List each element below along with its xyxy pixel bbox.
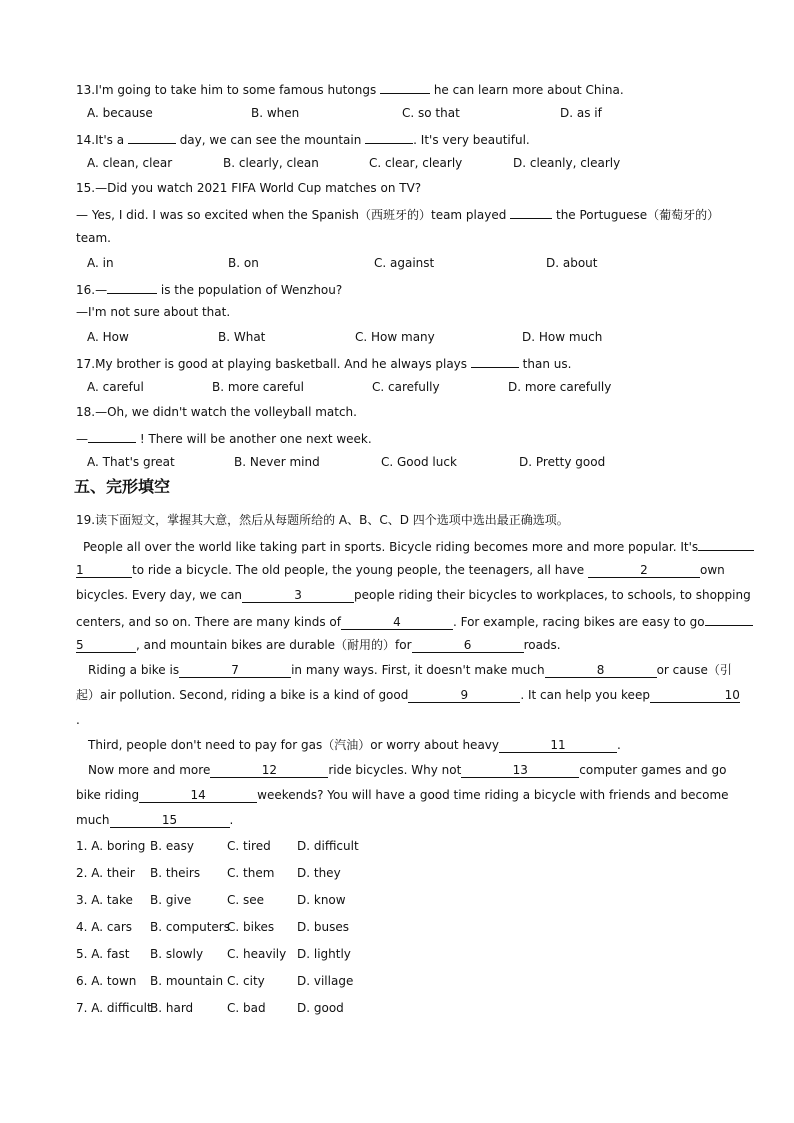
blank-2: 2 xyxy=(588,564,700,578)
blank-10: 10 xyxy=(650,689,740,703)
q16-option-c: C. How many xyxy=(355,330,435,344)
passage-line: bike riding 14 weekends? You will have a good time riding a bicycle with friends and become xyxy=(76,788,729,802)
q14-option-a: A. clean, clear xyxy=(87,156,173,170)
section-title: 五、完形填空 xyxy=(74,477,171,496)
answer-blank xyxy=(471,354,519,368)
q17-option-c: C. carefully xyxy=(372,380,440,394)
question-15-answer: — Yes, I did. I was so excited when the Spanish（西班牙的）team played the Portuguese（葡萄牙的） xyxy=(76,205,719,223)
answer-blank xyxy=(365,130,413,144)
answer-blank xyxy=(698,537,754,551)
question-13: 13.I'm going to take him to some famous hutongs he can learn more about China. xyxy=(76,80,624,98)
q17-option-b: B. more careful xyxy=(212,380,304,394)
passage-line: Third, people don't need to pay for gas（汽油）or worry about heavy 11 . xyxy=(88,738,621,752)
question-16-reply: —I'm not sure about that. xyxy=(76,305,231,319)
blank-1: 1 xyxy=(76,564,132,578)
question-17: 17.My brother is good at playing basketball. And he always plays than us. xyxy=(76,354,571,372)
q14-option-b: B. clearly, clean xyxy=(223,156,319,170)
q18-option-a: A. That's great xyxy=(87,455,175,469)
passage-line: Now more and more 12 ride bicycles. Why not 13 computer games and go xyxy=(88,763,727,777)
q16-option-d: D. How much xyxy=(522,330,603,344)
q14-option-c: C. clear, clearly xyxy=(369,156,463,170)
blank-7: 7 xyxy=(179,664,291,678)
q13-option-b: B. when xyxy=(251,106,300,120)
blank-6: 6 xyxy=(412,639,524,653)
blank-15: 15 xyxy=(110,814,230,828)
q15-option-b: B. on xyxy=(228,256,259,270)
answer-blank xyxy=(88,429,136,443)
blank-12: 12 xyxy=(210,764,328,778)
q13-option-a: A. because xyxy=(87,106,153,120)
passage-line: 起）air pollution. Second, riding a bike is a kind of good 9 . It can help you keep 10 xyxy=(76,688,740,702)
q16-option-a: A. How xyxy=(87,330,129,344)
q15-option-a: A. in xyxy=(87,256,114,270)
blank-11: 11 xyxy=(499,739,617,753)
question-16: 16.— is the population of Wenzhou? xyxy=(76,280,342,298)
answer-blank xyxy=(510,205,552,219)
q17-option-a: A. careful xyxy=(87,380,144,394)
question-14: 14.It's a day, we can see the mountain . It's very beautiful. xyxy=(76,130,530,148)
q16-option-b: B. What xyxy=(218,330,266,344)
passage-line: much 15 . xyxy=(76,813,234,827)
passage-line: centers, and so on. There are many kinds of 4 . For example, racing bikes are easy to go xyxy=(76,612,753,630)
blank-9: 9 xyxy=(408,689,520,703)
passage-line: Riding a bike is 7 in many ways. First, it doesn't make much 8 or cause（引 xyxy=(88,663,732,677)
blank-4: 4 xyxy=(341,616,453,630)
q15-option-c: C. against xyxy=(374,256,435,270)
question-18-reply: — ! There will be another one next week. xyxy=(76,429,372,447)
q14-option-d: D. cleanly, clearly xyxy=(513,156,621,170)
question-15-end: team. xyxy=(76,231,111,245)
q15-option-d: D. about xyxy=(546,256,598,270)
q17-option-d: D. more carefully xyxy=(508,380,612,394)
answer-blank xyxy=(107,280,157,294)
answer-blank xyxy=(705,612,753,626)
blank-14: 14 xyxy=(139,789,257,803)
passage-line: . xyxy=(76,713,80,727)
question-19-instructions: 19.读下面短文，掌握其大意，然后从每题所给的 A、B、C、D 四个选项中选出最正确选项。 xyxy=(76,513,569,527)
answer-blank xyxy=(128,130,176,144)
passage-line: People all over the world like taking part in sports. Bicycle riding becomes more and more popular. It's xyxy=(83,537,754,555)
question-15: 15.—Did you watch 2021 FIFA World Cup matches on TV? xyxy=(76,181,422,195)
blank-3: 3 xyxy=(242,589,354,603)
answer-blank xyxy=(380,80,430,94)
passage-line: 5 , and mountain bikes are durable（耐用的）for 6 roads. xyxy=(76,638,561,652)
blank-13: 13 xyxy=(461,764,579,778)
q18-option-d: D. Pretty good xyxy=(519,455,606,469)
q13-option-d: D. as if xyxy=(560,106,602,120)
passage-line: 1 to ride a bicycle. The old people, the young people, the teenagers, all have 2 own xyxy=(76,563,725,577)
blank-5: 5 xyxy=(76,639,136,653)
q18-option-b: B. Never mind xyxy=(234,455,320,469)
exam-page: 13.I'm going to take him to some famous hutongs he can learn more about China. A. because B. when C. so that D. as if 14.It's a day, we can see the mountain . It's very beautiful. A. clean, clear B. clearly, clean C. clear, clearly D. cleanly, clearly 15.—Did you watch 2021 FIFA World Cup matches on TV? — Yes, I did. I was so excited when the Spanish（西班牙的）team played the Portuguese（葡萄牙的） team. A. in B. on C. against D. about 16.— is the population of Wenzhou? —I'm not sure about that. A. How B. What C. How many D. How much 17.My brother is good at playing basketball. And he always plays than us. A. careful B. more careful C. carefully D. more carefully 18.—Oh, we didn't watch the volleyball match. — ! There will be another one next week. A. That's great B. Never mind C. Good luck D. Pretty good 五、完形填空 19.读下面短文，掌握其大意，然后从每题所给的 A、B、C、D 四个选项中选出最正确选项。 People all over the world like taking part in sports. Bicycle riding becomes more and more popular. It's 1 to ride a bicycle. The old people, the young people, the teenagers, all have 2 own bicycles. Every day, we can 3 people riding their bicycles to workplaces, to schools, to shopping centers, and so on. There are many kinds of 4 . For example, racing bikes are easy to go 5 , and mountain bikes are durable（耐用的）for 6 roads. Riding a bike is 7 in many ways. First, it doesn't make much 8 or cause（引 起）air pollution. Second, riding a bike is a kind of good 9 . It can help you keep 10 . Third, people don't need to pay for gas（汽油）or worry about heavy 11 . Now more and more 12 ride bicycles. Why not 13 computer games and go bike riding 14 weekends? You will have a good time riding a bicycle with friends and become much 15 . 1. A. boring B. easy C. tired D. difficult 2. A. their B. theirs C. them D. they 3. A. take B. give C. see D. know 4. A. cars B. computers C. bikes D. buses 5. A. fast B. slowly C. heavily D. lightly 6. A. town B. mountain C. city D. village 7. A. difficult B. hard C. bad D. good xyxy=(0,0,794,1123)
q18-option-c: C. Good luck xyxy=(381,455,457,469)
passage-line: bicycles. Every day, we can 3 people riding their bicycles to workplaces, to schools, to shopping xyxy=(76,588,751,602)
question-18: 18.—Oh, we didn't watch the volleyball match. xyxy=(76,405,357,419)
blank-8: 8 xyxy=(545,664,657,678)
q13-option-c: C. so that xyxy=(402,106,460,120)
